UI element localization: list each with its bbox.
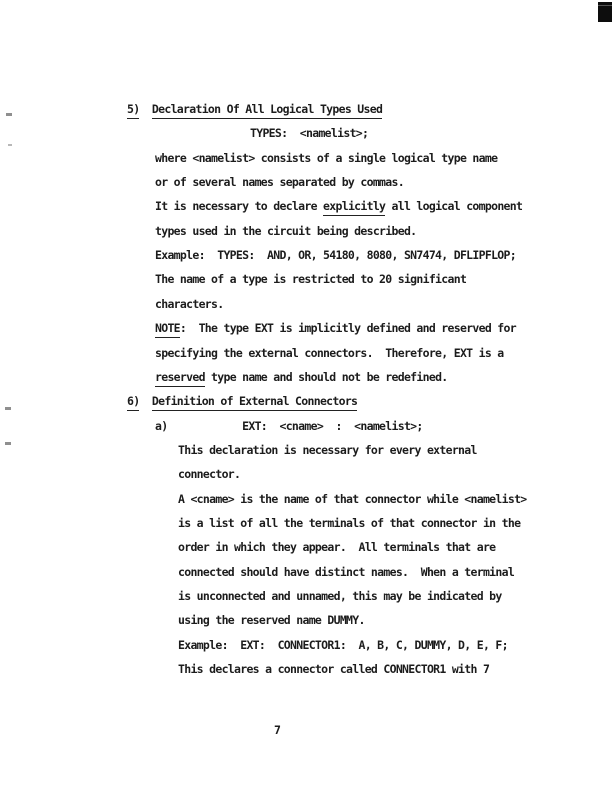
text-segment bbox=[139, 102, 151, 117]
text-line bbox=[178, 565, 514, 580]
text-line bbox=[250, 126, 368, 141]
text-line bbox=[155, 151, 497, 166]
page-number: 7 bbox=[274, 723, 281, 737]
text-segment: connected should have distinct names. When a terminal bbox=[178, 564, 515, 579]
text-segment: a) EXT: <cname> : <namelist>; bbox=[155, 418, 423, 433]
text-line bbox=[155, 272, 466, 287]
text-segment: The name of a type is restricted to 20 significant bbox=[155, 272, 467, 287]
text-line bbox=[155, 175, 404, 190]
text-segment: is unconnected and unnamed, this may be indicated by bbox=[178, 589, 502, 603]
text-line bbox=[178, 638, 508, 653]
text-line bbox=[155, 370, 448, 387]
text-line bbox=[155, 346, 504, 361]
text-segment: type name and should not be redefined. bbox=[204, 369, 448, 384]
text-segment: where <namelist> consists of a single logical type name bbox=[155, 150, 498, 165]
text-segment: Example: EXT: CONNECTOR1: A, B, C, DUMMY, D, E, F; bbox=[178, 637, 508, 652]
text-segment: all logical component bbox=[385, 199, 523, 214]
text-line bbox=[155, 199, 522, 216]
text-segment: This declares a connector called CONNECTOR1 with 7 bbox=[178, 662, 490, 677]
underlined-text-segment: 6) bbox=[127, 394, 139, 411]
text-line bbox=[178, 662, 489, 677]
text-segment: using the reserved name DUMMY. bbox=[178, 613, 365, 628]
text-segment: types used in the circuit being described. bbox=[155, 223, 417, 238]
text-segment: or of several names separated by commas. bbox=[155, 175, 404, 190]
text-line bbox=[155, 419, 423, 434]
text-segment: order in which they appear. All terminals that are bbox=[178, 540, 496, 555]
text-line bbox=[155, 224, 416, 239]
text-line bbox=[178, 443, 477, 458]
text-line bbox=[155, 248, 516, 263]
text-line bbox=[178, 492, 527, 507]
text-segment: is a list of all the terminals of that connector in the bbox=[178, 515, 521, 530]
underlined-text-segment: 5) bbox=[127, 102, 139, 119]
underlined-text-segment: explicitly bbox=[323, 199, 385, 216]
text-line bbox=[155, 297, 223, 312]
text-segment: TYPES: <namelist>; bbox=[250, 126, 369, 141]
underlined-text-segment: reserved bbox=[155, 370, 205, 387]
underlined-text-segment: Declaration Of All Logical Types Used bbox=[152, 102, 382, 119]
text-segment: : The type EXT is implicitly defined and reserved for bbox=[179, 321, 516, 336]
text-line bbox=[178, 516, 520, 531]
text-segment: connector. bbox=[178, 467, 241, 482]
underlined-text-segment: Definition of External Connectors bbox=[152, 394, 357, 411]
text-segment: This declaration is necessary for every external bbox=[178, 442, 477, 457]
text-segment: specifying the external connectors. Therefore, EXT is a bbox=[155, 345, 504, 360]
text-line bbox=[127, 102, 382, 119]
text-line bbox=[155, 321, 516, 338]
underlined-text-segment: NOTE bbox=[155, 321, 180, 338]
text-line bbox=[178, 613, 365, 628]
text-line bbox=[178, 589, 502, 604]
text-segment: characters. bbox=[155, 296, 224, 311]
text-segment: It is necessary to declare bbox=[155, 199, 324, 214]
text-segment: A <cname> is the name of that connector while <namelist> bbox=[178, 491, 527, 506]
text-line bbox=[178, 540, 495, 555]
text-segment: Example: TYPES: AND, OR, 54180, 8080, SN7474, DFLIPFLOP; bbox=[155, 248, 516, 263]
text-segment bbox=[139, 394, 151, 409]
text-line bbox=[127, 394, 357, 411]
text-line bbox=[178, 467, 240, 482]
